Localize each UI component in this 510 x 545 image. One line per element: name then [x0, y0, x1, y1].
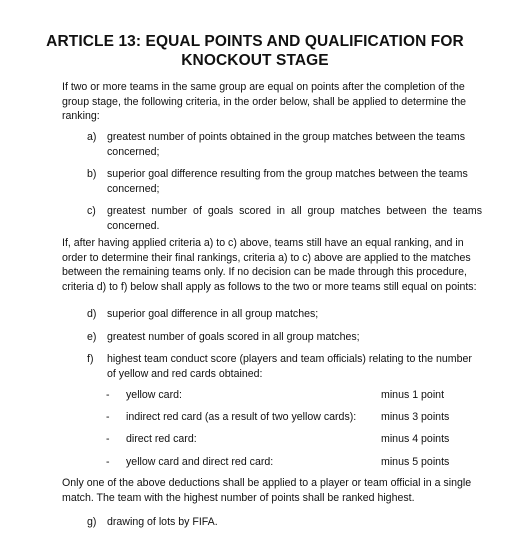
deduction-label: direct red card:: [126, 433, 197, 445]
criterion-label: b): [87, 168, 97, 180]
criterion-text: drawing of lots by FIFA.: [107, 516, 218, 528]
article-title: ARTICLE 13: EQUAL POINTS AND QUALIFICATION FOR: [46, 33, 464, 50]
deduction-row: [62, 455, 482, 470]
deduction-label: yellow card:: [126, 389, 182, 401]
criterion-label: e): [87, 331, 97, 343]
criterion-text: superior goal difference in all group matches;: [107, 308, 319, 320]
bullet-dash: -: [106, 433, 110, 445]
criterion-text: highest team conduct score (players and team officials) relating to the number of yellow and red cards obtained:: [107, 353, 472, 380]
criterion-text: greatest number of goals scored in all group matches;: [107, 331, 360, 343]
deduction-label: indirect red card (as a result of two yellow cards):: [126, 411, 357, 423]
bullet-dash: -: [106, 389, 110, 401]
criterion-text: greatest number of points obtained in the group matches between the teams concerned;: [107, 131, 466, 158]
article-title-continued: KNOCKOUT STAGE: [181, 52, 329, 69]
criterion-label: f): [87, 353, 94, 365]
middle-paragraph: If, after having applied criteria a) to c) above, teams still have an equal ranking, and in order to determine their final rankings, criteria a) to c) above are applied to the matches between the remaining teams only. If no decision can be made through this procedure, criteria d) to f) below shall apply as follows to the two or more teams still equal on points:: [62, 237, 477, 293]
deduction-row: [62, 432, 482, 447]
criterion-label: a): [87, 131, 97, 143]
deduction-value: minus 4 points: [381, 433, 450, 445]
criterion-label: c): [87, 205, 96, 217]
deduction-value: minus 5 points: [381, 456, 450, 468]
deduction-row: [62, 388, 482, 403]
intro-paragraph: If two or more teams in the same group are equal on points after the completion of the group stage, the following criteria, in the order below, shall be applied to determine the ranking:: [62, 81, 466, 123]
criterion-text: greatest number of goals scored in all group matches between the teams concerned.: [107, 205, 482, 232]
deduction-label: yellow card and direct red card:: [126, 456, 274, 468]
criterion-text: superior goal difference resulting from the group matches between the teams concerned;: [107, 168, 468, 195]
bullet-dash: -: [106, 411, 110, 423]
closing-paragraph: Only one of the above deductions shall be applied to a player or team official in a single match. The team with the highest number of points shall be ranked highest.: [62, 477, 472, 504]
deduction-row: [62, 410, 482, 425]
criterion-label: d): [87, 308, 97, 320]
deduction-value: minus 3 points: [381, 411, 450, 423]
criterion-label: g): [87, 516, 97, 528]
bullet-dash: -: [106, 456, 110, 468]
deduction-value: minus 1 point: [381, 389, 445, 401]
